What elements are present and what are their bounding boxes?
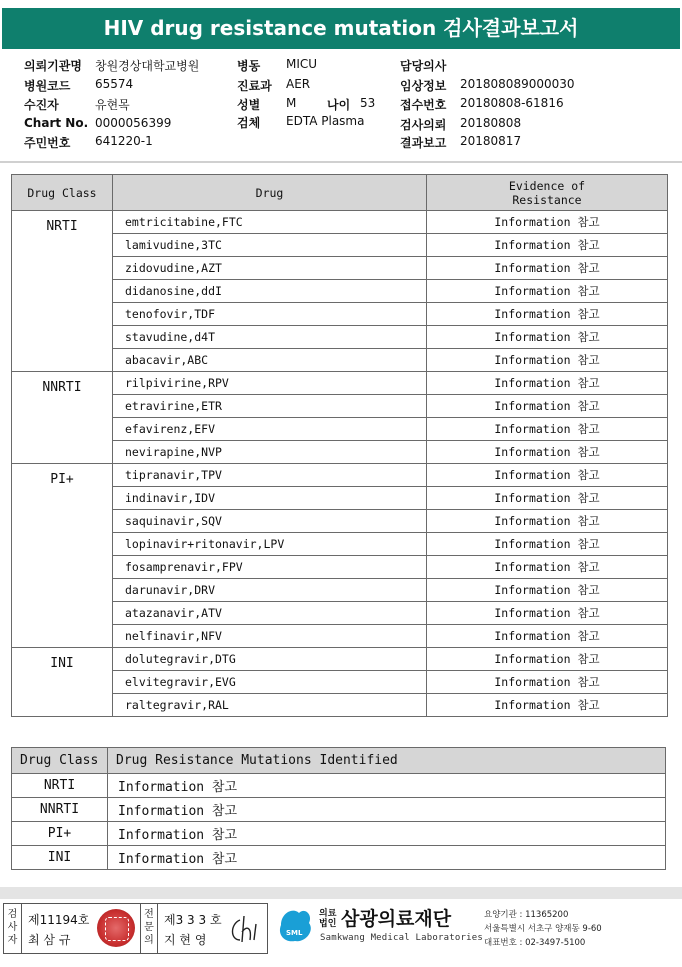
drug-cell: stavudine,d4T — [113, 326, 427, 349]
value-age: 53 — [360, 96, 376, 110]
label-resident-no: 주민번호 — [24, 136, 71, 150]
evidence-cell: Information 참고 — [427, 441, 668, 464]
evidence-cell: Information 참고 — [427, 625, 668, 648]
table-row — [12, 846, 666, 870]
evidence-cell: Information 참고 — [427, 326, 668, 349]
evidence-cell: Information 참고 — [427, 395, 668, 418]
org-name: 삼광의료재단 — [341, 908, 452, 930]
sml-logo-icon — [275, 905, 315, 945]
drug-cell: atazanavir,ATV — [113, 602, 427, 625]
handwritten-signature-icon — [226, 910, 264, 948]
evidence-cell: Information 참고 — [427, 349, 668, 372]
signer2-name: 지 현 영 — [164, 933, 207, 947]
org-prefix: 의료법인 — [319, 909, 337, 929]
drug-cell: efavirenz,EFV — [113, 418, 427, 441]
org-phone: 대표번호 : 02-3497-5100 — [484, 938, 586, 948]
evidence-cell: Information 참고 — [427, 418, 668, 441]
signature-box — [3, 903, 268, 954]
svg-text:SML: SML — [286, 929, 303, 937]
label-department: 진료과 — [237, 79, 272, 93]
mutation-value-cell: Information 참고 — [108, 822, 666, 846]
mutation-class-cell: PI+ — [12, 822, 108, 846]
header-evidence — [427, 175, 668, 211]
signer2-license: 제3 3 3 호 — [164, 913, 222, 927]
header-mutations: Drug Resistance Mutations Identified — [108, 748, 666, 774]
drug-cell: abacavir,ABC — [113, 349, 427, 372]
table-row — [12, 822, 666, 846]
value-requesting-institution: 창원경상대학교병원 — [95, 59, 200, 73]
drug-class-cell: INI — [12, 648, 113, 717]
value-specimen: EDTA Plasma — [286, 114, 365, 128]
signer2-role — [140, 904, 158, 953]
drug-cell: lamivudine,3TC — [113, 234, 427, 257]
evidence-cell: Information 참고 — [427, 602, 668, 625]
signer1-license: 제11194호 — [28, 913, 90, 927]
drug-class-cell: PI+ — [12, 464, 113, 648]
signer1-role — [4, 904, 22, 953]
label-sex: 성별 — [237, 98, 261, 112]
drug-resistance-table — [11, 174, 668, 717]
signer2-role-text: 전 문 의 — [144, 909, 154, 946]
drug-cell: tipranavir,TPV — [113, 464, 427, 487]
table-row — [12, 372, 668, 395]
drug-cell: rilpivirine,RPV — [113, 372, 427, 395]
drug-cell: etravirine,ETR — [113, 395, 427, 418]
evidence-cell: Information 참고 — [427, 648, 668, 671]
divider — [0, 161, 682, 163]
value-result-report: 20180817 — [460, 134, 522, 148]
mutation-class-cell: NRTI — [12, 774, 108, 798]
drug-cell: tenofovir,TDF — [113, 303, 427, 326]
drug-cell: fosamprenavir,FPV — [113, 556, 427, 579]
label-chart-no: Chart No. — [24, 116, 89, 130]
value-test-request: 20180808 — [460, 116, 522, 130]
evidence-cell: Information 참고 — [427, 303, 668, 326]
mutation-class-cell: INI — [12, 846, 108, 870]
signer1-role-text: 검 사 자 — [7, 909, 18, 946]
value-hospital-code: 65574 — [95, 77, 134, 91]
drug-cell: raltegravir,RAL — [113, 694, 427, 717]
evidence-cell: Information 참고 — [427, 464, 668, 487]
mutation-value-cell: Information 참고 — [108, 774, 666, 798]
value-sex: M — [286, 96, 297, 110]
mutation-value-cell: Information 참고 — [108, 798, 666, 822]
evidence-cell: Information 참고 — [427, 579, 668, 602]
evidence-cell: Information 참고 — [427, 211, 668, 234]
table-row — [12, 774, 666, 798]
drug-cell: emtricitabine,FTC — [113, 211, 427, 234]
org-code: 요양기관 : 11365200 — [484, 910, 569, 920]
evidence-cell: Information 참고 — [427, 234, 668, 257]
report-title: HIV drug resistance mutation 검사결과보고서 — [2, 8, 680, 49]
evidence-cell: Information 참고 — [427, 671, 668, 694]
value-department: AER — [286, 77, 311, 91]
value-clinical-info: 201808089000030 — [460, 77, 575, 91]
report-footer — [0, 887, 682, 967]
table-row — [12, 211, 668, 234]
value-ward: MICU — [286, 57, 318, 71]
org-english-name: Samkwang Medical Laboratories — [320, 933, 483, 943]
header-evidence-line2: Resistance — [512, 192, 582, 207]
label-ward: 병동 — [237, 59, 261, 73]
org-address: 서울특별시 서초구 양재동 9-60 — [484, 924, 602, 934]
drug-cell: didanosine,ddI — [113, 280, 427, 303]
table-row — [12, 464, 668, 487]
drug-cell: lopinavir+ritonavir,LPV — [113, 533, 427, 556]
label-age: 나이 — [327, 98, 351, 112]
drug-cell: zidovudine,AZT — [113, 257, 427, 280]
drug-cell: nevirapine,NVP — [113, 441, 427, 464]
evidence-cell: Information 참고 — [427, 510, 668, 533]
label-attending-doctor: 담당의사 — [400, 59, 447, 73]
evidence-cell: Information 참고 — [427, 372, 668, 395]
label-receipt-no: 접수번호 — [400, 98, 447, 112]
mutations-table — [11, 747, 666, 870]
drug-cell: saquinavir,SQV — [113, 510, 427, 533]
mutation-value-cell: Information 참고 — [108, 846, 666, 870]
evidence-cell: Information 참고 — [427, 280, 668, 303]
label-test-request: 검사의뢰 — [400, 118, 447, 132]
label-requesting-institution: 의뢰기관명 — [24, 59, 82, 73]
evidence-cell: Information 참고 — [427, 257, 668, 280]
label-patient: 수진자 — [24, 98, 59, 112]
patient-info — [0, 57, 682, 153]
drug-cell: darunavir,DRV — [113, 579, 427, 602]
table-row — [12, 798, 666, 822]
label-hospital-code: 병원코드 — [24, 79, 71, 93]
value-chart-no: 0000056399 — [95, 116, 172, 130]
drug-cell: elvitegravir,EVG — [113, 671, 427, 694]
drug-class-cell: NRTI — [12, 211, 113, 372]
drug-cell: indinavir,IDV — [113, 487, 427, 510]
drug-cell: dolutegravir,DTG — [113, 648, 427, 671]
seal-stamp-icon — [97, 909, 135, 947]
header-mut-drug-class: Drug Class — [12, 748, 108, 774]
header-drug: Drug — [113, 175, 427, 211]
label-clinical-info: 임상정보 — [400, 79, 447, 93]
value-resident-no: 641220-1 — [95, 134, 153, 148]
signer1-name: 최 삼 규 — [28, 933, 71, 947]
evidence-cell: Information 참고 — [427, 556, 668, 579]
evidence-cell: Information 참고 — [427, 694, 668, 717]
value-patient: 유현목 — [95, 98, 130, 112]
evidence-cell: Information 참고 — [427, 533, 668, 556]
footer-band — [0, 887, 682, 899]
drug-class-cell: NNRTI — [12, 372, 113, 464]
header-evidence-line1: Evidence of — [508, 178, 586, 193]
table-row — [12, 648, 668, 671]
label-result-report: 결과보고 — [400, 136, 447, 150]
evidence-cell: Information 참고 — [427, 487, 668, 510]
mutation-class-cell: NNRTI — [12, 798, 108, 822]
value-receipt-no: 20180808-61816 — [460, 96, 564, 110]
label-specimen: 검체 — [237, 116, 261, 130]
header-drug-class: Drug Class — [12, 175, 113, 211]
drug-cell: nelfinavir,NFV — [113, 625, 427, 648]
